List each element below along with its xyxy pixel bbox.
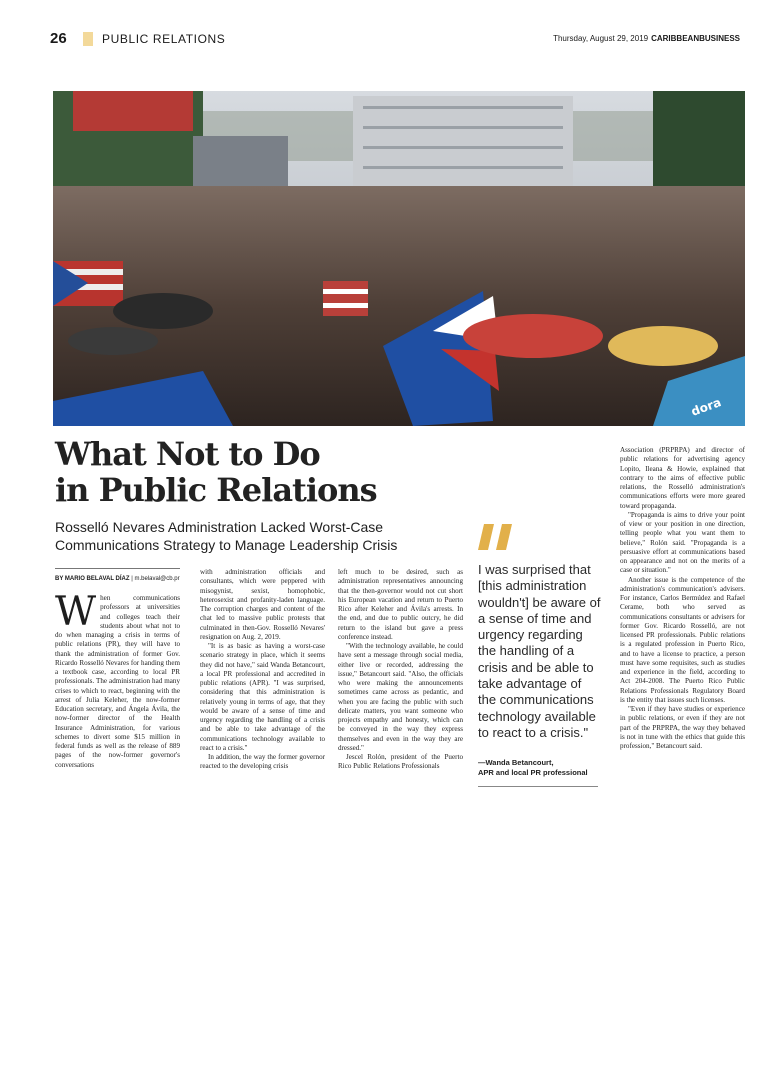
article-subhead: Rosselló Nevares Administration Lacked Worst-Case Communications Strategy to Manage Leadership Crisis	[55, 519, 398, 553]
issue-date: Thursday, August 29, 2019	[553, 34, 649, 43]
byline-author: BY MARIO BELAVAL DÍAZ	[55, 576, 130, 582]
col2-paragraph-3: In addition, the way the former governor reacted to the developing crisis	[200, 753, 325, 771]
article-headline	[55, 436, 475, 508]
article-column-5	[620, 446, 745, 751]
article-column-2	[200, 568, 325, 772]
col3-paragraph-3: Jescel Rolón, president of the Puerto Rico Public Relations Professionals	[338, 753, 463, 771]
paragraph	[55, 589, 180, 770]
col5-paragraph-3: Another issue is the competence of the administration's communication's advisers. For instance, Carlos Bermúdez and Rafael Cerame, both who served as communications consultants or advisers for former Gov. Ricardo Rosselló, are not licensed PR professionals. Public relations is a regulated profession in Puerto Rico, and to have a license to practice, a person must have some requisites, such as studies and experience in the field, according to Act 204-2008. The Puerto Rico Public Relations Professionals Regulatory Board is the entity that issues such licenses.	[620, 575, 745, 704]
article-column-1	[55, 589, 180, 770]
col3-paragraph-1: left much to be desired, such as administration representatives announcing that the then-governor would not cut short his European vacation and return to Puerto Rico after Keleher and Ávila's arrests. In the end, and due to public outcry, he did return to the island but gave a press conference instead.	[338, 568, 463, 641]
header-date-line	[553, 34, 740, 43]
section-accent-bar	[83, 32, 93, 46]
pull-quote-rule	[478, 786, 598, 787]
col5-paragraph-1: Association (PRPRPA) and director of public relations for advertising agency Lopito, Ileana & Howie, explained that contrary to the aims of effective public relations, the Rosselló administration's communications efforts were more geared toward propaganda.	[620, 446, 745, 510]
col5-paragraph-2: "Propaganda is aims to drive your point of view or your position in one direction, telling people what you want them to believe," Rolón said. "Propaganda is a persuasive effort at communications based on appearance and not on the merits of a case or situation."	[620, 510, 745, 575]
col2-paragraph-2: "It is as basic as having a worst-case scenario strategy in place, which it seems they did not have," said Wanda Betancourt, a local PR professional and accredited in public relations (APR). "I was surprised, considering that this administration is relatively young in terms of age, that they would be aware of a sense of time and urgency regarding the handling of a crisis and be able to take advantage of the communications technology available to react to a crisis."	[200, 642, 325, 752]
byline-rule	[55, 568, 180, 569]
pull-quote-attribution	[478, 758, 608, 778]
byline: BY MARIO BELAVAL DÍAZ | m.belaval@cb.pr	[55, 576, 180, 582]
section-name: PUBLIC RELATIONS	[102, 32, 226, 46]
quote-mark-icon	[478, 522, 518, 552]
col3-paragraph-2: "With the technology available, he could have sent a message through social media, either live or recorded, addressing the issue," Betancourt said. "Also, the officials who were making the announcements sometimes came across as pedantic, and when you are facing the public with such delicate matters, you want someone who projects empathy and honesty, which can be conveyed in the way they express themselves and even in the way they are dressed."	[338, 642, 463, 752]
protest-photo	[53, 91, 745, 426]
byline-email: m.belaval@cb.pr	[134, 576, 180, 582]
headline-line-1: What Not to Do	[55, 435, 320, 473]
col5-paragraph-4: "Even if they have studies or experience in public relations, or even if they are not part of the PRPRPA, the way they behaved is not in tune with the ethics that guide this profession," Betancourt said.	[620, 705, 745, 750]
col2-paragraph-1: with administration officials and consultants, which were peppered with misogynist, sexist, homophobic, heterosexist and profanity-laden language. The corruption charges and content of the chat led to massive public protests that culminated in then-Gov. Rosselló Nevares' resignation on Aug. 2, 2019.	[200, 568, 325, 641]
publication-name: CARIBBEANBUSINESS	[651, 34, 740, 43]
page-header	[50, 28, 740, 50]
col1-paragraph-1: hen communications professors at universities and colleges teach their students about what not to do when managing a crisis in terms of public relations (PR), they will have to thank the administration of former Gov. Ricardo Rosselló Nevares for handing them a textbook case, according to local PR professionals. The administration had many crises to which to react, beginning with the arrest of Julia Keleher, the now-former Education secretary, and Ángela Ávila, the now-former director of the Health Insurance Administration, for various schemes to divert some $15 million in federal funds as well as the release of 889 pages of the now-former governor's conversations	[55, 594, 180, 769]
headline-line-2: in Public Relations	[55, 471, 377, 509]
pull-quote-attribution-name: —Wanda Betancourt,	[478, 758, 554, 767]
protest-crowd-image	[53, 91, 745, 426]
article-column-3	[338, 568, 463, 772]
drop-cap: W	[55, 589, 97, 635]
pull-quote-attribution-title: APR and local PR professional	[478, 768, 588, 777]
pull-quote-text: I was surprised that [this administration wouldn't] be aware of a sense of time and urgency regarding the handling of a crisis and be able to take advantage of the communications technology available to react to a crisis."	[478, 562, 601, 740]
page-number: 26	[50, 30, 67, 47]
umbrella-sign-text: dora	[689, 395, 724, 419]
